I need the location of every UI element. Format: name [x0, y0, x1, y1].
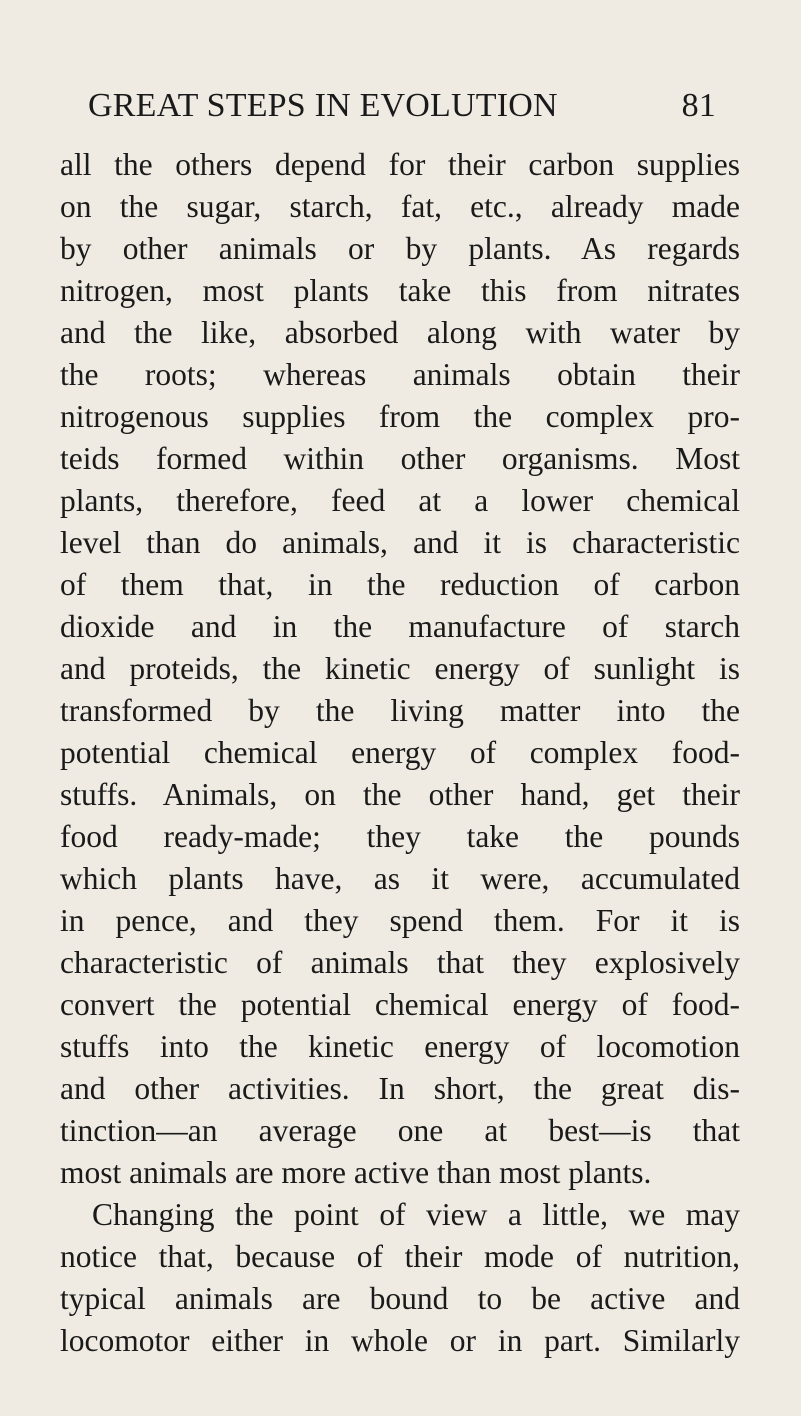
paragraph-start-line: Changing the point of view a little, we may	[92, 1197, 740, 1232]
running-title: GREAT STEPS IN EVOLUTION	[88, 87, 558, 124]
text-line: nitrogenous supplies from the complex pro-	[60, 399, 740, 434]
page-number: 81	[681, 87, 716, 124]
text-line: convert the potential chemical energy of food-	[60, 987, 740, 1022]
running-head	[88, 84, 716, 128]
text-line: in pence, and they spend them. For it is	[60, 903, 740, 938]
text-line: typical animals are bound to be active and	[60, 1281, 740, 1316]
text-line: on the sugar, starch, fat, etc., already made	[60, 189, 740, 224]
text-line: notice that, because of their mode of nutrition,	[60, 1239, 740, 1274]
text-line: stuffs. Animals, on the other hand, get their	[60, 777, 740, 812]
text-line: most animals are more active than most plants.	[60, 1155, 652, 1190]
text-line: stuffs into the kinetic energy of locomotion	[60, 1029, 740, 1064]
text-line: level than do animals, and it is characteristic	[60, 525, 740, 560]
text-line: and the like, absorbed along with water by	[60, 315, 740, 350]
text-line: plants, therefore, feed at a lower chemical	[60, 483, 740, 518]
text-line: characteristic of animals that they explosively	[60, 945, 740, 980]
text-line: and other activities. In short, the great dis-	[60, 1071, 740, 1106]
text-line: nitrogen, most plants take this from nitrates	[60, 273, 740, 308]
text-line: of them that, in the reduction of carbon	[60, 567, 740, 602]
text-line: the roots; whereas animals obtain their	[60, 357, 740, 392]
text-line: dioxide and in the manufacture of starch	[60, 609, 740, 644]
text-line: potential chemical energy of complex food-	[60, 735, 740, 770]
text-line: locomotor either in whole or in part. Similarly	[60, 1323, 740, 1358]
text-line: which plants have, as it were, accumulated	[60, 861, 740, 896]
body-text	[60, 144, 740, 1362]
text-line: and proteids, the kinetic energy of sunlight is	[60, 651, 740, 686]
text-line: teids formed within other organisms. Most	[60, 441, 740, 476]
text-line: all the others depend for their carbon supplies	[60, 147, 740, 182]
text-line: transformed by the living matter into the	[60, 693, 740, 728]
text-line: tinction—an average one at best—is that	[60, 1113, 740, 1148]
text-line: by other animals or by plants. As regards	[60, 231, 740, 266]
text-line: food ready-made; they take the pounds	[60, 819, 740, 854]
